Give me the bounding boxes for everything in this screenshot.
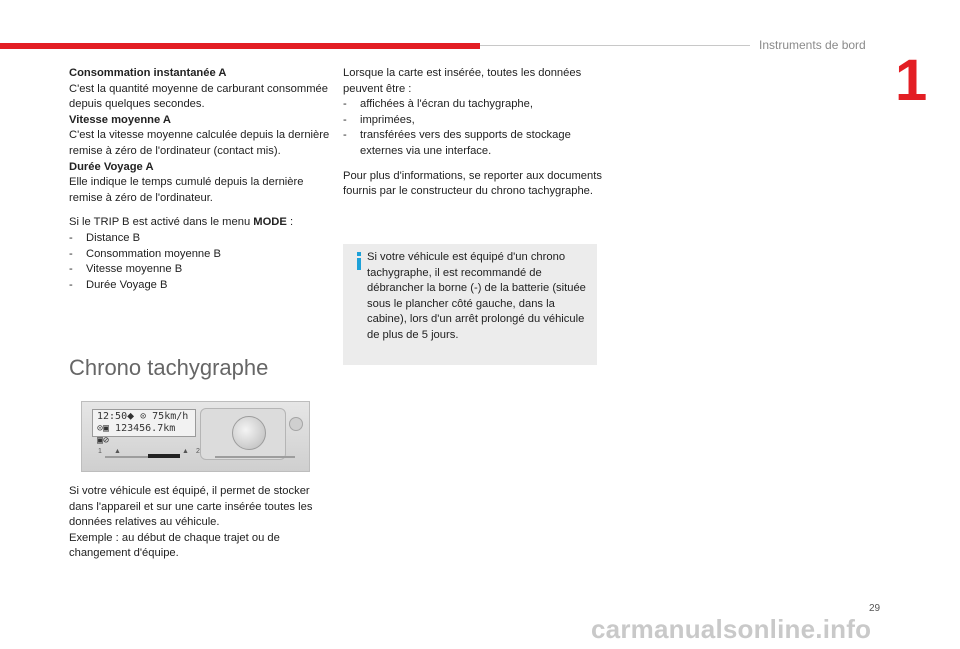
- list-item: - Distance B: [69, 231, 141, 244]
- duree-title: Durée Voyage A: [69, 160, 154, 173]
- conso-text: C'est la quantité moyenne de carburant consommée depuis quelques secondes.: [69, 82, 328, 111]
- tachograph-display: 12:50⬥ ⊙ 75km/h ⊙▣ 123456.7km ▣⊘: [92, 409, 196, 437]
- tachograph-card-slots: [90, 448, 302, 460]
- right-column: [343, 66, 605, 200]
- watermark: carmanualsonline.info: [591, 614, 872, 644]
- list-item: - Vitesse moyenne B: [69, 263, 183, 276]
- info-icon: [352, 252, 366, 270]
- list-item: - Durée Voyage B: [69, 278, 168, 291]
- slot-label-2: 2: [196, 448, 200, 455]
- duree-text: Elle indique le temps cumulé depuis la dernière remise à zéro de l'ordinateur.: [69, 176, 304, 204]
- page-number: 29: [869, 603, 881, 614]
- header-rule: [480, 45, 750, 46]
- card-intro: Lorsque la carte est insérée, toutes les données peuvent être :: [343, 67, 582, 95]
- trip-intro: Si le TRIP B est activé dans le menu MODE :: [69, 216, 294, 229]
- list-item: - affichées à l'écran du tachygraphe,: [343, 98, 533, 111]
- slot-label-1: 1: [98, 448, 102, 455]
- vitesse-text: C'est la vitesse moyenne calculée depuis la dernière remise à zéro de l'ordinateur (contact mis).: [69, 129, 330, 157]
- eject-icon: ▲: [182, 448, 189, 455]
- tacho-description: Si votre véhicule est équipé, il permet de stocker dans l'appareil et sur une carte insérée toutes les données relatives au véhicule.: [69, 485, 313, 529]
- tachograph-illustration: [81, 401, 310, 472]
- conso-title: Consommation instantanée A: [69, 67, 227, 79]
- header-title: Instruments de bord: [759, 38, 866, 52]
- tacho-example: Exemple : au début de chaque trajet ou de changement d'équipe.: [69, 531, 280, 560]
- section-title: Chrono tachygraphe: [69, 355, 269, 380]
- more-info: Pour plus d'informations, se reporter aux documents fournis par le constructeur du chrono tachygraphe.: [343, 169, 602, 198]
- card-slot-2: [215, 456, 295, 458]
- list-item: - transférées vers des supports de stockage externes via une interface.: [343, 129, 571, 157]
- tachograph-button: [289, 417, 303, 431]
- info-text: Si votre véhicule est équipé d'un chrono tachygraphe, il est recommandé de débrancher la borne (-) de la batterie (située sous le plancher côté gauche, dans la cabine), lors d'un arrêt prolongé du véhicule de plus de 5 jours.: [367, 251, 586, 341]
- info-box: [343, 244, 597, 365]
- list-item: - imprimées,: [343, 113, 415, 126]
- chapter-number: 1: [895, 48, 928, 113]
- left-bottom-text: [69, 484, 331, 562]
- left-column: [69, 66, 331, 293]
- header-red-bar: [0, 43, 480, 49]
- eject-icon: ▲: [114, 448, 121, 455]
- list-item: - Consommation moyenne B: [69, 247, 221, 260]
- vitesse-title: Vitesse moyenne A: [69, 113, 171, 126]
- tachograph-control-knob: [232, 416, 266, 450]
- card-slot-insert: [148, 454, 180, 458]
